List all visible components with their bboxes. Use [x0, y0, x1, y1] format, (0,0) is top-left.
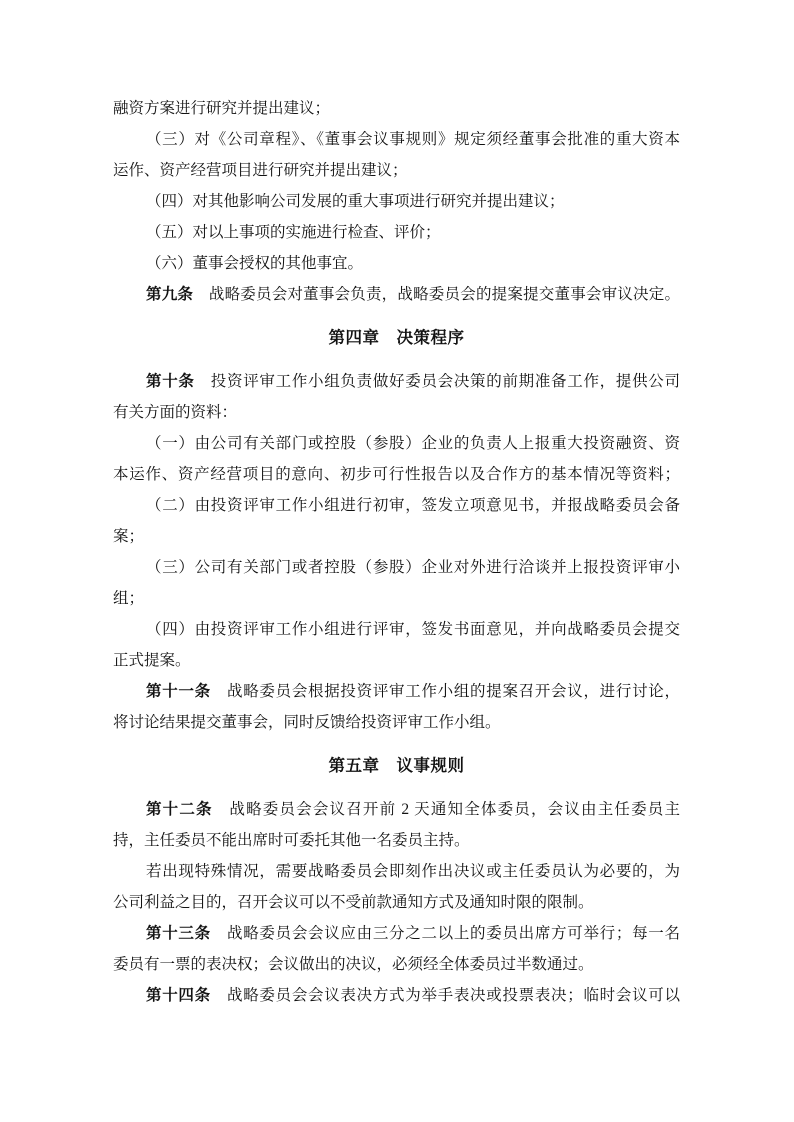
text-line: （一）由公司有关部门或控股（参股）企业的负责人上报重大投资融资、资 — [146, 435, 680, 452]
text-line: 委员有一票的表决权；会议做出的决议，必须经全体委员过半数通过。 — [113, 956, 594, 973]
article-text: 战略委员会会议应由三分之二以上的委员出席方可举行；每一名 — [210, 925, 680, 942]
article-number: 第十四条 — [146, 987, 211, 1004]
text-line: （四）由投资评审工作小组进行评审，签发书面意见，并向战略委员会提交 — [146, 621, 680, 638]
text-line: （六）董事会授权的其他事宜。 — [146, 255, 364, 272]
text-line: （二）由投资评审工作小组进行初审，签发立项意见书，并报战略委员会备 — [146, 497, 680, 514]
text-line: 将讨论结果提交董事会，同时反馈给投资评审工作小组。 — [113, 714, 501, 731]
text-line — [113, 676, 680, 707]
document-content — [113, 93, 680, 1011]
text-line: 持，主任委员不能出席时可委托其他一名委员主持。 — [113, 832, 470, 849]
chapter-heading: 第五章 议事规则 — [328, 756, 465, 775]
article-number: 第十一条 — [146, 683, 211, 700]
text-line: 正式提案。 — [113, 652, 191, 669]
article-text: 战略委员会会议表决方式为举手表决或投票表决；临时会议可以 — [210, 987, 680, 1004]
article-number: 第九条 — [146, 286, 194, 303]
article-number: 第十二条 — [146, 801, 213, 818]
text-line: 本运作、资产经营项目的意向、初步可行性报告以及合作方的基本情况等资料； — [113, 466, 680, 483]
text-line: 案； — [113, 528, 145, 545]
text-line — [113, 794, 680, 825]
text-line: （五）对以上事项的实施进行检查、评价； — [146, 224, 441, 241]
text-line: 组； — [113, 590, 145, 607]
chapter-heading: 第四章 决策程序 — [328, 328, 465, 347]
text-line: 融资方案进行研究并提出建议； — [113, 100, 331, 117]
article-number: 第十三条 — [146, 925, 211, 942]
text-line — [113, 918, 680, 949]
article-text: 投资评审工作小组负责做好委员会决策的前期准备工作，提供公司 — [194, 373, 680, 390]
text-line: 运作、资产经营项目进行研究并提出建议； — [113, 162, 408, 179]
text-line — [113, 366, 680, 397]
text-line: （三）对《公司章程》、《董事会议事规则》规定须经董事会批准的重大资本 — [146, 131, 680, 148]
article-number: 第十条 — [146, 373, 195, 390]
text-line — [113, 980, 680, 1011]
article-text: 战略委员会对董事会负责，战略委员会的提案提交董事会审议决定。 — [193, 286, 680, 303]
text-line: 公司利益之目的，召开会议可以不受前款通知方式及通知时限的限制。 — [113, 894, 594, 911]
text-line: 若出现特殊情况，需要战略委员会即刻作出决议或主任委员认为必要的，为 — [146, 863, 680, 880]
text-line: （三）公司有关部门或者控股（参股）企业对外进行洽谈并上报投资评审小 — [146, 559, 680, 576]
text-line: （四）对其他影响公司发展的重大事项进行研究并提出建议； — [146, 193, 565, 210]
article-text: 战略委员会根据投资评审工作小组的提案召开会议，进行讨论， — [210, 683, 680, 700]
article-text: 战略委员会会议召开前 2 天通知全体委员，会议由主任委员主 — [212, 801, 680, 818]
text-line — [113, 279, 680, 310]
text-line: 有关方面的资料： — [113, 404, 238, 421]
